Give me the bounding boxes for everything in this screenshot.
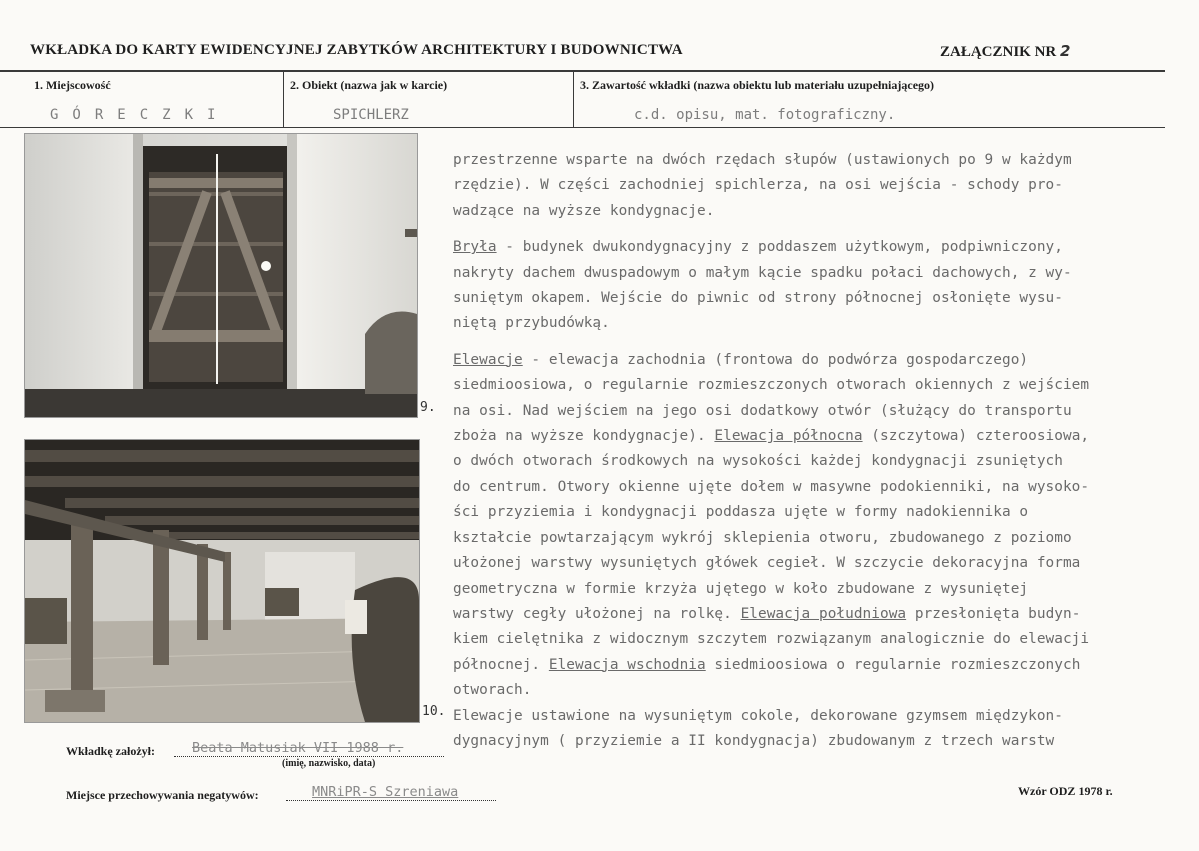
text-line: niętą przybudówką.: [453, 315, 610, 332]
text-line: na osi. Nad wejściem na jego osi dodatkowy otwór (służący do transportu: [453, 402, 1072, 419]
text-line: rzędzie). W części zachodniej spichlerza, na osi wejścia - schody pro-: [453, 177, 1063, 194]
text-line: siedmioosiowa, o regularnie rozmieszczonych otworach okiennych z wejściem: [453, 377, 1090, 394]
negatives-storage-label: Miejsce przechowywania negatywów:: [66, 788, 259, 802]
section-heading: Bryła: [453, 239, 497, 256]
locality-label: 1. Miejscowość: [34, 78, 111, 92]
photo-doorway-number: 9.: [420, 400, 436, 415]
negatives-storage-dotted-line: [286, 800, 496, 801]
text-line: Elewacje - elewacja zachodnia (frontowa do podwórza gospodarczego): [453, 351, 1029, 368]
header-top-rule: [0, 70, 1165, 72]
photo-attic-number: 10.: [422, 704, 446, 719]
text-line: zboża na wyższe kondygnacje). Elewacja północna (szczytowa) czteroosiowa,: [453, 428, 1090, 445]
attachment-number: [940, 42, 1070, 61]
card-title: WKŁADKA DO KARTY EWIDENCYJNEJ ZABYTKÓW ARCHITEKTURY I BUDOWNICTWA: [30, 42, 683, 58]
locality-value: GÓRECZKI: [50, 107, 230, 123]
text-line: do centrum. Otwory okienne ujęte dołem w masywne podokienniki, na wysoko-: [453, 478, 1090, 495]
paragraph-massing: [453, 235, 1188, 337]
text-line: ści przyziemia i kondygnacji poddasza ujęte w formy nadokiennika o: [453, 504, 1029, 521]
header-divider-2: [573, 72, 574, 127]
photo-attic-interior: [24, 439, 420, 723]
header-bottom-rule: [0, 127, 1165, 128]
prepared-by-caption: (imię, nazwisko, data): [282, 758, 376, 769]
subsection-heading: Elewacja północna: [714, 428, 863, 445]
text-line: suniętym okapem. Wejście do piwnic od strony północnej osłonięte wysu-: [453, 290, 1063, 307]
text-line: ułożonej warstwy wysuniętych główek cegieł. W szczycie dekoracyjna forma: [453, 555, 1081, 572]
object-value: SPICHLERZ: [333, 107, 409, 123]
subsection-heading: Elewacja południowa: [740, 605, 907, 622]
text-line: Bryła - budynek dwukondygnacyjny z poddaszem użytkowym, podpiwniczony,: [453, 239, 1063, 256]
subsection-heading: Elewacja wschodnia: [548, 656, 706, 673]
text-line: Elewacje ustawione na wysuniętym cokole, dekorowane gzymsem międzykon-: [453, 707, 1063, 724]
photo-doorway: [24, 133, 418, 418]
header-divider-1: [283, 72, 284, 127]
text-line: kształcie powtarzającym wykrój sklepienia otworu, zbudowanego z poziomo: [453, 529, 1072, 546]
photo-doorway-image: [25, 134, 417, 417]
paragraph-interior: [453, 148, 1188, 224]
text-line: północnej. Elewacja wschodnia siedmioosiowa o regularnie rozmieszczonych: [453, 656, 1081, 673]
prepared-by-dotted-line: [174, 756, 444, 757]
text-line: kiem cielętnika z widocznym szczytem rozwiązanym analogicznie do elewacji: [453, 631, 1090, 648]
content-label: 3. Zawartość wkładki (nazwa obiektu lub materiału uzupełniającego): [580, 78, 935, 92]
photo-attic-interior-image: [25, 440, 419, 722]
text-line: o dwóch otworach środkowych na wysokości każdej kondygnacji zsuniętych: [453, 453, 1063, 470]
text-line: warstwy cegły ułożonej na rolkę. Elewacja południowa przesłonięta budyn-: [453, 605, 1081, 622]
text-line: wadzące na wyższe kondygnacje.: [453, 202, 715, 219]
form-code: Wzór ODZ 1978 r.: [1018, 784, 1113, 798]
text-line: nakryty dachem dwuspadowym o małym kącie spadku połaci dachowych, z wy-: [453, 264, 1072, 281]
prepared-by-label: Wkładkę założył:: [66, 744, 155, 758]
section-heading: Elewacje: [453, 351, 523, 368]
text-line: otworach.: [453, 682, 532, 699]
text-line: przestrzenne wsparte na dwóch rzędach słupów (ustawionych po 9 w każdym: [453, 152, 1072, 168]
paragraph-plinth: [453, 704, 1188, 755]
text-line: geometryczna w formie krzyża ujętego w koło zbudowane z wysuniętej: [453, 580, 1029, 597]
content-value: c.d. opisu, mat. fotograficzny.: [634, 107, 896, 123]
prepared-by-value: Beata Matusiak VII 1988 r.: [192, 740, 404, 756]
attachment-label: ZAŁĄCZNIK NR: [940, 44, 1057, 60]
attachment-number-value: 2: [1060, 42, 1071, 60]
text-line: dygnacyjnym ( przyziemie a II kondygnacja) zbudowanym z trzech warstw: [453, 732, 1055, 749]
paragraph-elevations: [453, 348, 1188, 704]
negatives-storage-value: MNRiPR-S Szreniawa: [312, 784, 459, 800]
object-label: 2. Obiekt (nazwa jak w karcie): [290, 78, 448, 92]
description-text: [453, 148, 1188, 754]
